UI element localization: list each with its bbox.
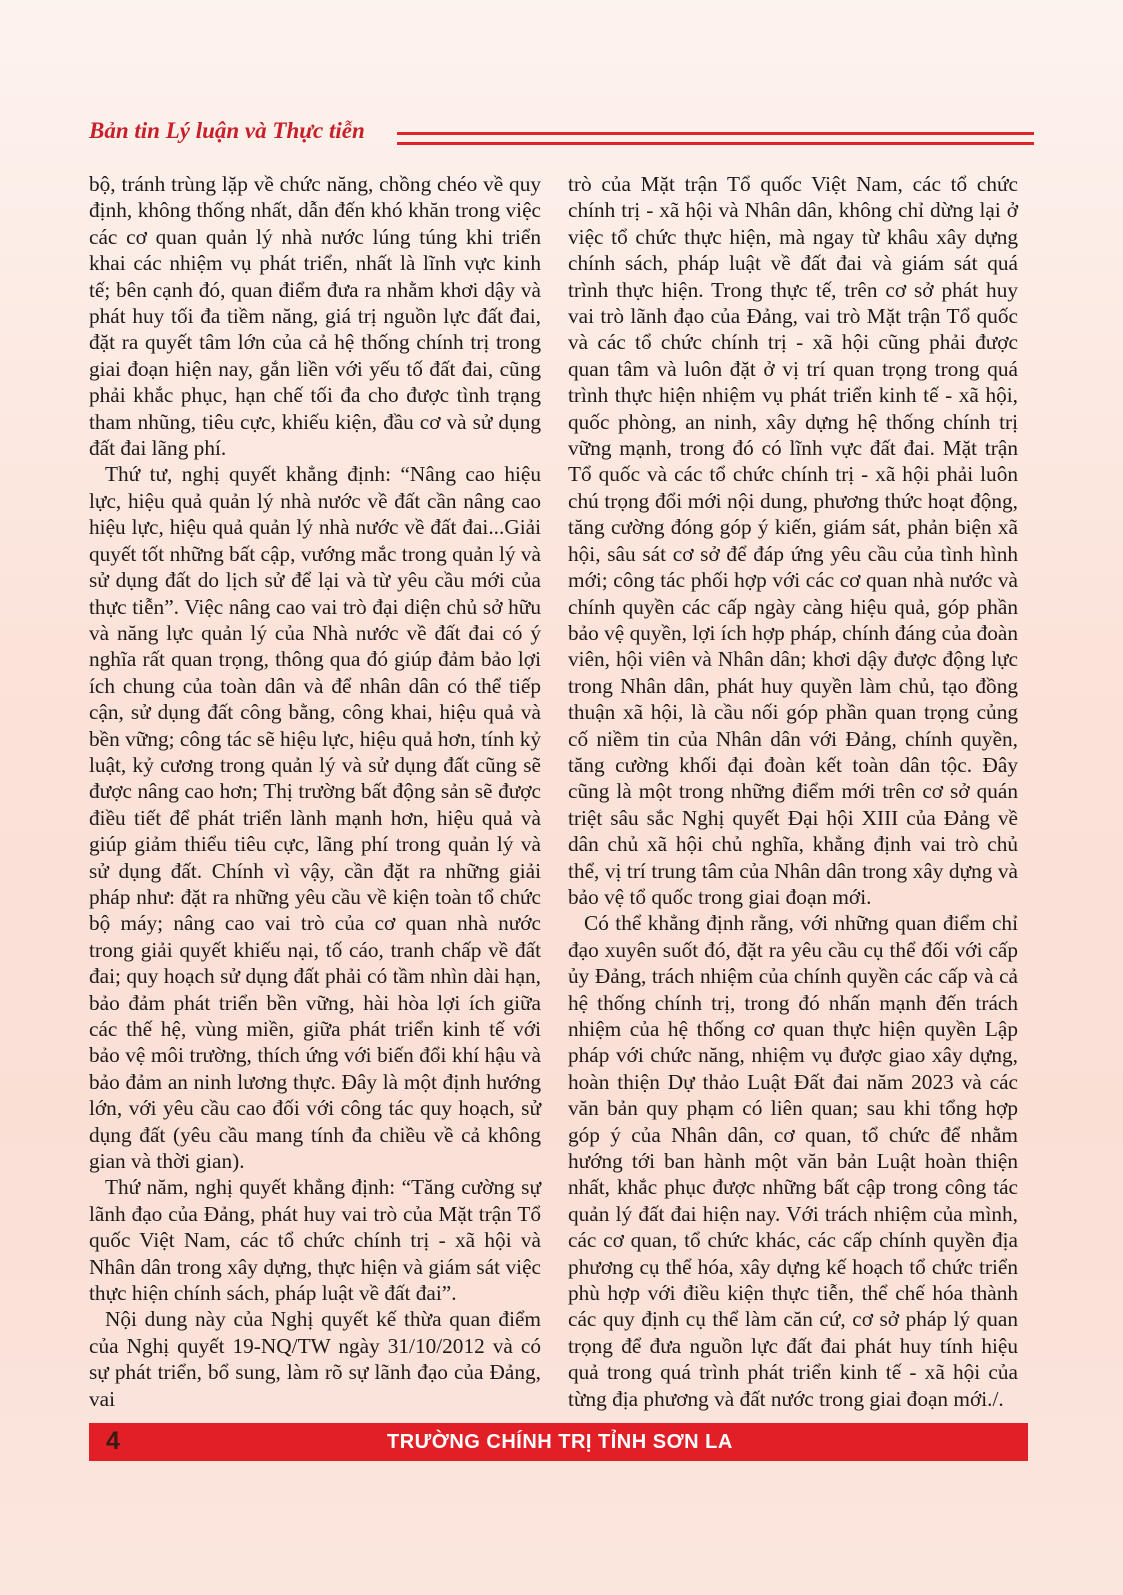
footer-organization: TRƯỜNG CHÍNH TRỊ TỈNH SƠN LA	[387, 1431, 733, 1453]
paragraph: bộ, tránh trùng lặp về chức năng, chồng chéo về quy định, không thống nhất, dẫn đến khó khăn trong việc các cơ quan quản lý nhà nước lúng túng khi triển khai các nhiệm vụ phát triển, nhất là lĩnh vực kinh tế; bên cạnh đó, quan điểm đưa ra nhằm khơi dậy và phát huy tối đa tiềm năng, giá trị nguồn lực đất đai, đặt ra quyết tâm lớn của cả hệ thống chính trị trong giai đoạn hiện nay, gắn liền với yếu tố đất đai, cũng phải khắc phục, hạn chế tối đa cho được tình trạng tham nhũng, tiêu cực, khiếu kiện, đầu cơ và sử dụng đất đai lãng phí.	[89, 172, 541, 461]
paragraph: Thứ năm, nghị quyết khẳng định: “Tăng cường sự lãnh đạo của Đảng, phát huy vai trò của Mặt trận Tổ quốc Việt Nam, các tổ chức chính trị - xã hội và Nhân dân trong xây dựng, thực hiện và giám sát việc thực hiện chính sách, pháp luật về đất đai”.	[89, 1175, 541, 1306]
left-column	[89, 171, 541, 1412]
header-rule-bottom	[397, 142, 1034, 145]
paragraph: Thứ tư, nghị quyết khẳng định: “Nâng cao hiệu lực, hiệu quả quản lý nhà nước về đất cần nâng cao hiệu lực, hiệu quả quản lý nhà nước về đất đai...Giải quyết tốt những bất cập, vướng mắc trong quản lý và sử dụng đất do lịch sử để lại và từ yêu cầu mới của thực tiễn”. Việc nâng cao vai trò đại diện chủ sở hữu và năng lực quản lý của Nhà nước về đất đai có ý nghĩa rất quan trọng, thông qua đó giúp đảm bảo lợi ích chung của toàn dân và để nhân dân có thể tiếp cận, sử dụng đất công bằng, công khai, hiệu quả và bền vững; công tác sẽ hiệu lực, hiệu quả hơn, tính kỷ luật, kỷ cương trong quản lý và sử dụng đất cũng sẽ được nâng cao hơn; Thị trường bất động sản sẽ được điều tiết để phát triển lành mạnh hơn, hiệu quả và giúp giảm thiểu tiêu cực, lãng phí trong quản lý và sử dụng đất. Chính vì vậy, cần đặt ra những giải pháp như: đặt ra những yêu cầu về kiện toàn tổ chức bộ máy; nâng cao vai trò của cơ quan nhà nước trong giải quyết khiếu nại, tố cáo, tranh chấp về đất đai; quy hoạch sử dụng đất phải có tầm nhìn dài hạn, bảo đảm phát triển bền vững, hài hòa lợi ích giữa các thế hệ, vùng miền, giữa phát triển kinh tế với bảo vệ môi trường, thích ứng với biến đổi khí hậu và bảo đảm an ninh lương thực. Đây là một định hướng lớn, với yêu cầu cao đối với công tác quy hoạch, sử dụng đất (yêu cầu mang tính đa chiều về cả không gian và thời gian).	[89, 462, 541, 1174]
page-footer	[89, 1423, 1028, 1461]
paragraph: Có thể khẳng định rằng, với những quan điểm chỉ đạo xuyên suốt đó, đặt ra yêu cầu cụ thể đối với cấp ủy Đảng, trách nhiệm của chính quyền các cấp và cả hệ thống chính trị, trong đó nhấn mạnh đến trách nhiệm của hệ thống cơ quan thực hiện quyền Lập pháp với chức năng, nhiệm vụ được giao xây dựng, hoàn thiện Dự thảo Luật Đất đai năm 2023 và các văn bản quy phạm có liên quan; sau khi tổng hợp góp ý của Nhân dân, cơ quan, tổ chức để nhằm hướng tới ban hành một văn bản Luật hoàn thiện nhất, khắc phục được những bất cập trong công tác quản lý đất đai hiện nay. Với trách nhiệm của mình, các cơ quan, tổ chức khác, các cấp chính quyền địa phương cụ thể hóa, xây dựng kế hoạch tổ chức triển phù hợp với điều kiện thực tiễn, thể chế hóa thành các quy định cụ thể làm căn cứ, cơ sở pháp lý quan trọng để đưa nguồn lực đất đai phát huy tính hiệu quả trong quá trình phát triển kinh tế - xã hội của từng địa phương và đất nước trong giai đoạn mới./.	[568, 911, 1018, 1411]
page-number: 4	[106, 1427, 120, 1455]
header-rule-top	[397, 132, 1034, 135]
page-header	[89, 116, 1034, 150]
bulletin-title: Bản tin Lý luận và Thực tiễn	[89, 118, 365, 143]
right-column	[568, 171, 1018, 1412]
paragraph: Nội dung này của Nghị quyết kế thừa quan điểm của Nghị quyết 19-NQ/TW ngày 31/10/2012 và có sự phát triển, bổ sung, làm rõ sự lãnh đạo của Đảng, vai	[89, 1307, 541, 1411]
paragraph: trò của Mặt trận Tổ quốc Việt Nam, các tổ chức chính trị - xã hội và Nhân dân, không chỉ dừng lại ở việc tổ chức thực hiện, mà ngay từ khâu xây dựng chính sách, pháp luật về đất đai và giám sát quá trình thực hiện. Trong thực tế, trên cơ sở phát huy vai trò lãnh đạo của Đảng, vai trò Mặt trận Tổ quốc và các tổ chức chính trị - xã hội cũng phải được quan tâm và luôn đặt ở vị trí quan trọng trong quá trình thực hiện nhiệm vụ phát triển kinh tế - xã hội, quốc phòng, an ninh, xây dựng hệ thống chính trị vững mạnh, trong đó có lĩnh vực đất đai. Mặt trận Tổ quốc và các tổ chức chính trị - xã hội phải luôn chú trọng đổi mới nội dung, phương thức hoạt động, tăng cường đóng góp ý kiến, giám sát, phản biện xã hội, sâu sát cơ sở để đáp ứng yêu cầu của tình hình mới; công tác phối hợp với các cơ quan nhà nước và chính quyền các cấp ngày càng hiệu quả, góp phần bảo vệ quyền, lợi ích hợp pháp, chính đáng của đoàn viên, hội viên và Nhân dân; khơi dậy được động lực trong Nhân dân, phát huy quyền làm chủ, tạo đồng thuận xã hội, là cầu nối góp phần quan trọng củng cố niềm tin của Nhân dân với Đảng, chính quyền, tăng cường khối đại đoàn kết toàn dân tộc. Đây cũng là một trong những điểm mới trên cơ sở quán triệt sâu sắc Nghị quyết Đại hội XIII của Đảng về dân chủ xã hội chủ nghĩa, khẳng định vai trò chủ thể, vị trí trung tâm của Nhân dân trong xây dựng và bảo vệ tổ quốc trong giai đoạn mới.	[568, 172, 1018, 909]
